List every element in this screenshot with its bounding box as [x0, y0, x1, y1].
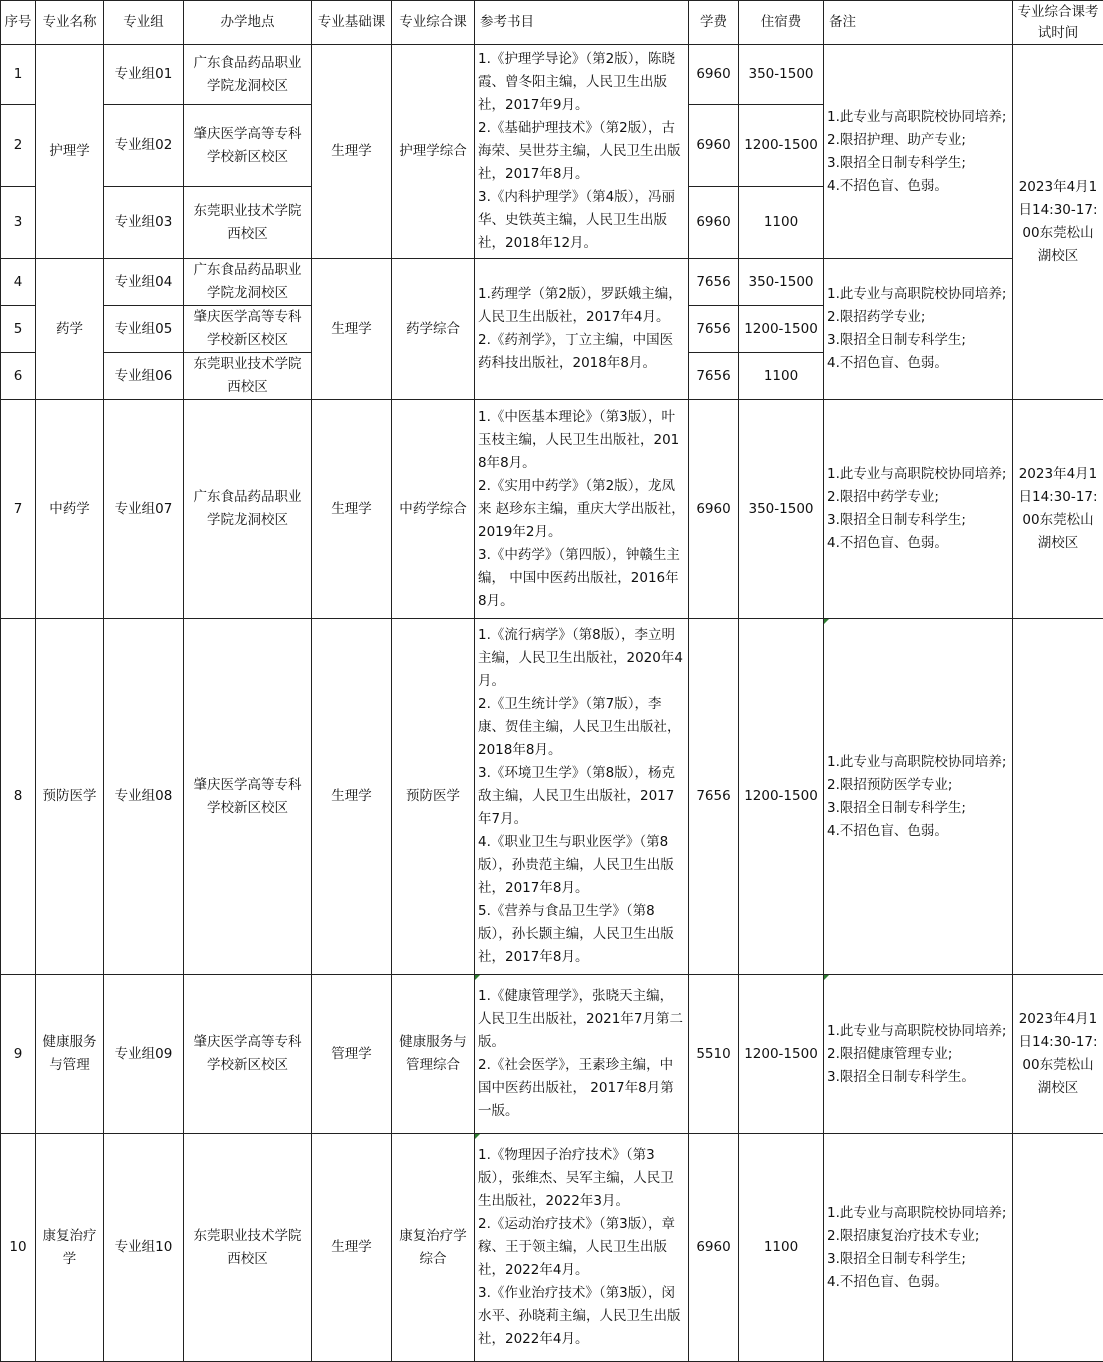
header-books: 参考书目 [475, 1, 689, 45]
location: 广东食品药品职业学院龙洞校区 [184, 45, 312, 105]
note-item: 2.限招中药学专业; [827, 489, 939, 505]
note-item: 3.限招全日制专科学生。 [827, 1068, 975, 1085]
location: 东莞职业技术学院西校区 [184, 1134, 312, 1362]
book-item: 5.《营养与食品卫生学》（第8版），孙长颢主编，人民卫生出版社，2017年8月。 [478, 903, 674, 965]
tuition: 7656 [689, 353, 739, 400]
note-item: 1.此专业与高职院校协同培养; [827, 753, 1007, 770]
major-name: 护理学 [36, 45, 104, 259]
note-item: 4.不招色盲、色弱。 [827, 177, 948, 194]
table-row [1, 259, 1103, 306]
note-item: 4.不招色盲、色弱。 [827, 1273, 948, 1290]
group-name: 专业组04 [104, 259, 184, 306]
header-notes: 备注 [824, 1, 1013, 45]
basic-course: 生理学 [312, 619, 392, 975]
book-item: 1.《护理学导论》（第2版），陈晓霞、曾冬阳主编，人民卫生出版社，2017年9月。 [478, 51, 675, 113]
location: 广东食品药品职业学院龙洞校区 [184, 259, 312, 306]
group-name: 专业组10 [104, 1134, 184, 1362]
row-no: 6 [1, 353, 36, 400]
note-item: 2.限招预防医学专业; [827, 776, 953, 793]
basic-course: 生理学 [312, 400, 392, 619]
notes [824, 45, 1013, 259]
tuition: 7656 [689, 259, 739, 306]
lodging: 1200-1500 [739, 619, 824, 975]
notes [824, 1134, 1013, 1362]
major-name: 康复治疗学 [36, 1134, 104, 1362]
note-item: 4.不招色盲、色弱。 [827, 535, 948, 551]
reference-books [475, 400, 689, 619]
location: 肇庆医学高等专科学校新区校区 [184, 975, 312, 1134]
header-major: 专业名称 [36, 1, 104, 45]
table-row [1, 975, 1103, 1134]
comp-course: 康复治疗学综合 [392, 1134, 475, 1362]
basic-course: 生理学 [312, 1134, 392, 1362]
exam-time: 2023年4月1日14:30-17:00东莞松山湖校区 [1013, 45, 1103, 400]
notes [824, 619, 1013, 975]
tuition: 5510 [689, 975, 739, 1134]
tuition: 6960 [689, 105, 739, 187]
header-lodging: 住宿费 [739, 1, 824, 45]
reference-books [475, 45, 689, 259]
header-group: 专业组 [104, 1, 184, 45]
comp-course: 药学综合 [392, 259, 475, 400]
group-name: 专业组08 [104, 619, 184, 975]
tuition: 6960 [689, 187, 739, 259]
row-no: 10 [1, 1134, 36, 1362]
group-name: 专业组01 [104, 45, 184, 105]
location: 肇庆医学高等专科学校新区校区 [184, 306, 312, 353]
major-name: 药学 [36, 259, 104, 400]
book-item: 3.《中药学》（第四版），钟赣生主编， 中国中医药出版社，2016年8月。 [478, 546, 680, 609]
book-item: 1.《流行病学》（第8版），李立明主编，人民卫生出版社，2020年4月。 [478, 627, 683, 689]
location: 肇庆医学高等专科学校新区校区 [184, 619, 312, 975]
table-row [1, 619, 1103, 975]
book-item: 1.《中医基本理论》（第3版），叶玉枝主编，人民卫生出版社，2018年8月。 [478, 408, 680, 471]
group-name: 专业组07 [104, 400, 184, 619]
exam-time-empty [1013, 619, 1103, 975]
book-item: 2.《运动治疗技术》（第3版），章稼、王于领主编，人民卫生出版社，2022年4月。 [478, 1216, 675, 1278]
reference-books [475, 259, 689, 400]
note-item: 1.此专业与高职院校协同培养; [827, 466, 1007, 482]
row-no: 9 [1, 975, 36, 1134]
table-row [1, 400, 1103, 619]
location: 广东食品药品职业学院龙洞校区 [184, 400, 312, 619]
location: 东莞职业技术学院西校区 [184, 353, 312, 400]
row-no: 7 [1, 400, 36, 619]
book-item: 1.《物理因子治疗技术》（第3版），张维杰、吴军主编，人民卫生出版社，2022年3月。 [478, 1147, 674, 1209]
lodging: 1200-1500 [739, 306, 824, 353]
note-item: 1.此专业与高职院校协同培养; [827, 1204, 1007, 1221]
group-name: 专业组03 [104, 187, 184, 259]
book-item: 1.《健康管理学》，张晓天主编，人民卫生出版社，2021年7月第二版。 [478, 988, 683, 1050]
basic-course: 生理学 [312, 259, 392, 400]
note-item: 4.不招色盲、色弱。 [827, 355, 948, 371]
lodging: 1100 [739, 187, 824, 259]
exam-time: 2023年4月1日14:30-17:00东莞松山湖校区 [1013, 400, 1103, 619]
row-no: 5 [1, 306, 36, 353]
table-row [1, 45, 1103, 105]
lodging: 350-1500 [739, 45, 824, 105]
comp-course: 健康服务与管理综合 [392, 975, 475, 1134]
group-name: 专业组09 [104, 975, 184, 1134]
note-item: 4.不招色盲、色弱。 [827, 822, 948, 839]
book-item: 2.《药剂学》，丁立主编，中国医药科技出版社，2018年8月。 [478, 332, 674, 371]
header-exam-time: 专业综合课考试时间 [1013, 1, 1103, 45]
note-item: 3.限招全日制专科学生; [827, 332, 966, 348]
basic-course: 管理学 [312, 975, 392, 1134]
header-location: 办学地点 [184, 1, 312, 45]
notes [824, 259, 1013, 400]
book-item: 3.《环境卫生学》（第8版），杨克敌主编，人民卫生出版社，2017年7月。 [478, 765, 675, 827]
note-item: 2.限招健康管理专业; [827, 1045, 953, 1062]
header-tuition: 学费 [689, 1, 739, 45]
lodging: 350-1500 [739, 259, 824, 306]
lodging: 1100 [739, 1134, 824, 1362]
note-item: 3.限招全日制专科学生; [827, 1250, 966, 1267]
note-item: 1.此专业与高职院校协同培养; [827, 1022, 1007, 1039]
table-row [1, 1134, 1103, 1362]
tuition: 7656 [689, 619, 739, 975]
book-item: 2.《卫生统计学》（第7版），李康、贺佳主编，人民卫生出版社，2018年8月。 [478, 696, 681, 758]
note-item: 2.限招康复治疗技术专业; [827, 1227, 980, 1244]
row-no: 4 [1, 259, 36, 306]
book-item: 2.《社会医学》，王素珍主编，中国中医药出版社， 2017年8月第一版。 [478, 1057, 674, 1119]
reference-books [475, 1134, 689, 1362]
note-item: 3.限招全日制专科学生; [827, 154, 966, 171]
book-item: 1.药理学（第2版），罗跃娥主编，人民卫生出版社，2017年4月。 [478, 286, 682, 325]
group-name: 专业组06 [104, 353, 184, 400]
group-name: 专业组02 [104, 105, 184, 187]
reference-books [475, 619, 689, 975]
row-no: 2 [1, 105, 36, 187]
book-item: 3.《内科护理学》（第4版），冯丽华、史铁英主编，人民卫生出版社，2018年12月。 [478, 189, 675, 251]
note-item: 2.限招药学专业; [827, 309, 926, 325]
note-item: 1.此专业与高职院校协同培养; [827, 286, 1007, 302]
book-item: 2.《实用中药学》（第2版），龙凤来 赵珍东主编，重庆大学出版社，2019年2月。 [478, 477, 685, 540]
tuition: 6960 [689, 45, 739, 105]
location: 肇庆医学高等专科学校新区校区 [184, 105, 312, 187]
book-item: 3.《作业治疗技术》（第3版），闵水平、孙晓莉主编，人民卫生出版社，2022年4月。 [478, 1285, 681, 1347]
row-no: 8 [1, 619, 36, 975]
lodging: 1200-1500 [739, 975, 824, 1134]
note-item: 3.限招全日制专科学生; [827, 512, 966, 528]
header-basic-course: 专业基础课 [312, 1, 392, 45]
notes [824, 400, 1013, 619]
row-no: 3 [1, 187, 36, 259]
note-item: 1.此专业与高职院校协同培养; [827, 108, 1007, 125]
lodging: 1100 [739, 353, 824, 400]
lodging: 1200-1500 [739, 105, 824, 187]
comp-course: 中药学综合 [392, 400, 475, 619]
tuition: 6960 [689, 400, 739, 619]
major-name: 预防医学 [36, 619, 104, 975]
book-item: 4.《职业卫生与职业医学》（第8版），孙贵范主编，人民卫生出版社，2017年8月。 [478, 834, 674, 896]
book-item: 2.《基础护理技术》（第2版），古海荣、吴世芬主编，人民卫生出版社，2017年8月。 [478, 120, 681, 182]
notes [824, 975, 1013, 1134]
comp-course: 预防医学 [392, 619, 475, 975]
note-item: 2.限招护理、助产专业; [827, 131, 966, 148]
reference-books [475, 975, 689, 1134]
exam-time-empty [1013, 1134, 1103, 1362]
location: 东莞职业技术学院西校区 [184, 187, 312, 259]
header-comp-course: 专业综合课 [392, 1, 475, 45]
major-name: 健康服务与管理 [36, 975, 104, 1134]
header-no: 序号 [1, 1, 36, 45]
note-item: 3.限招全日制专科学生; [827, 799, 966, 816]
exam-time: 2023年4月1日14:30-17:00东莞松山湖校区 [1013, 975, 1103, 1134]
row-no: 1 [1, 45, 36, 105]
comp-course: 护理学综合 [392, 45, 475, 259]
group-name: 专业组05 [104, 306, 184, 353]
major-name: 中药学 [36, 400, 104, 619]
tuition: 7656 [689, 306, 739, 353]
header-row [1, 1, 1103, 45]
tuition: 6960 [689, 1134, 739, 1362]
lodging: 350-1500 [739, 400, 824, 619]
basic-course: 生理学 [312, 45, 392, 259]
